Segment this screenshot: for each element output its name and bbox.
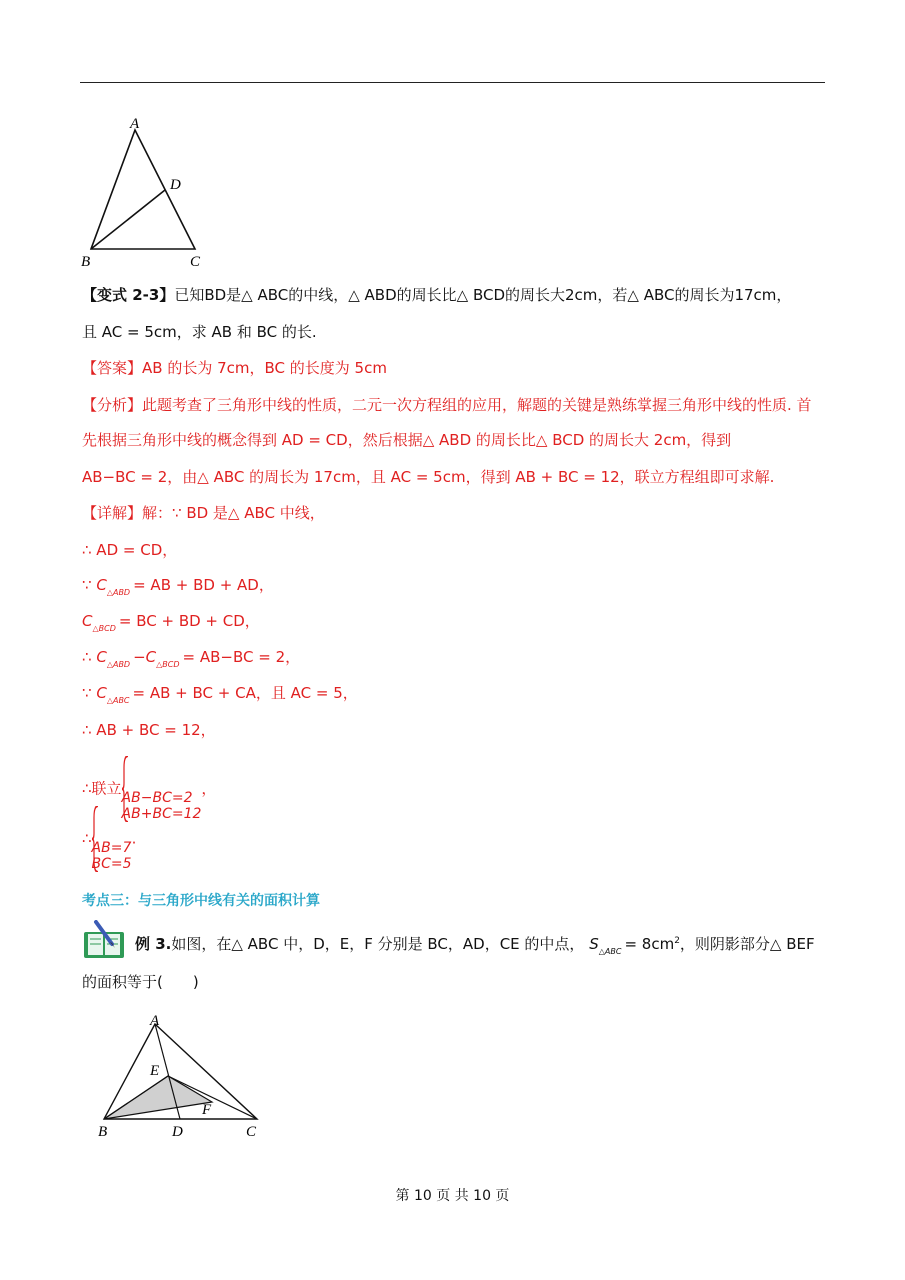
analysis-line-1 [82, 395, 812, 415]
label-c2: C [246, 1124, 257, 1140]
detail-line-intro [82, 503, 325, 523]
notebook-pen-icon [82, 920, 130, 960]
label-a2: A [150, 1013, 160, 1029]
example-tag: 例 3. [135, 935, 172, 953]
detail-step-1: ∴ AD = CD， [82, 541, 178, 559]
detail-step-7: ∴联立 AB−BC=2 AB+BC=12 ， [82, 756, 216, 822]
detail-step-6: ∴ AB + BC = 12， [82, 721, 216, 739]
analysis-line-3: AB−BC = 2，由△ ABC 的周长为 17cm，且 AC = 5cm，得到 AB + BC = 12，联立方程组即可求解. [82, 468, 775, 486]
label-b2: B [98, 1124, 108, 1140]
triangle-figure-1 [78, 112, 213, 272]
equation-system-2: AB=7 BC=5 [92, 806, 132, 872]
label-d: D [170, 177, 181, 193]
variant-tag: 【变式 2-3】 [82, 286, 175, 304]
detail-intro: 解：∵ BD 是△ ABC 中线， [142, 504, 325, 522]
detail-step-3: $C_{\triangle BCD}$ = BC + BD + CD， [82, 612, 260, 633]
detail-step-5: ∵ $C_{\triangle ABC}$ = AB + BC + CA，且 AC = 5， [82, 684, 358, 705]
label-e2: E [150, 1063, 160, 1079]
label-d2: D [172, 1124, 183, 1140]
label-b: B [81, 254, 91, 270]
page-footer: 第 10 页 共 10 页 [395, 1188, 510, 1204]
detail-step-8: ∴ AB=7 BC=5 . [82, 806, 136, 872]
variant-line-2: 且 AC = 5cm，求 AB 和 BC 的长. [82, 323, 317, 341]
variant-line-1 [82, 285, 791, 305]
detail-tag: 【详解】 [82, 504, 143, 522]
detail-step-4: ∴ $C_{\triangle ABD} -C_{\triangle BCD} = AB-BC = 2$， [82, 648, 301, 669]
answer-text: AB 的长为 7cm，BC 的长度为 5cm [142, 359, 387, 377]
triangle-figure-2 [94, 1010, 269, 1140]
answer-line [82, 358, 387, 378]
example-line-1: 例 3.如图，在△ ABC 中，D，E，F 分别是 BC，AD，CE 的中点， $S_{\triangle ABC} = 8cm^2$，则阴影部分△ BEF [135, 935, 815, 956]
equation-system-1: AB−BC=2 AB+BC=12 [122, 756, 202, 822]
label-f2: F [202, 1102, 212, 1118]
analysis-line-2: 先根据三角形中线的概念得到 AD = CD，然后根据△ ABD 的周长比△ BCD 的周长大 2cm，得到 [82, 431, 732, 449]
label-c: C [190, 254, 201, 270]
topic-heading: 考点三：与三角形中线有关的面积计算 [82, 893, 320, 909]
header-rule [80, 82, 825, 83]
detail-step-2: ∵ $C_{\triangle ABD}$ = AB + BD + AD， [82, 576, 274, 597]
variant-text-1: 已知BD是△ ABC的中线，△ ABD的周长比△ BCD的周长大2cm，若△ ABC的周长为17cm， [174, 286, 792, 304]
example-line-2: 的面积等于( ) [82, 973, 199, 991]
label-a: A [130, 116, 140, 132]
analysis-tag: 【分析】 [82, 396, 143, 414]
analysis-text-1: 此题考查了三角形中线的性质，二元一次方程组的应用，解题的关键是熟练掌握三角形中线的性质. 首 [142, 396, 812, 414]
answer-tag: 【答案】 [82, 359, 143, 377]
